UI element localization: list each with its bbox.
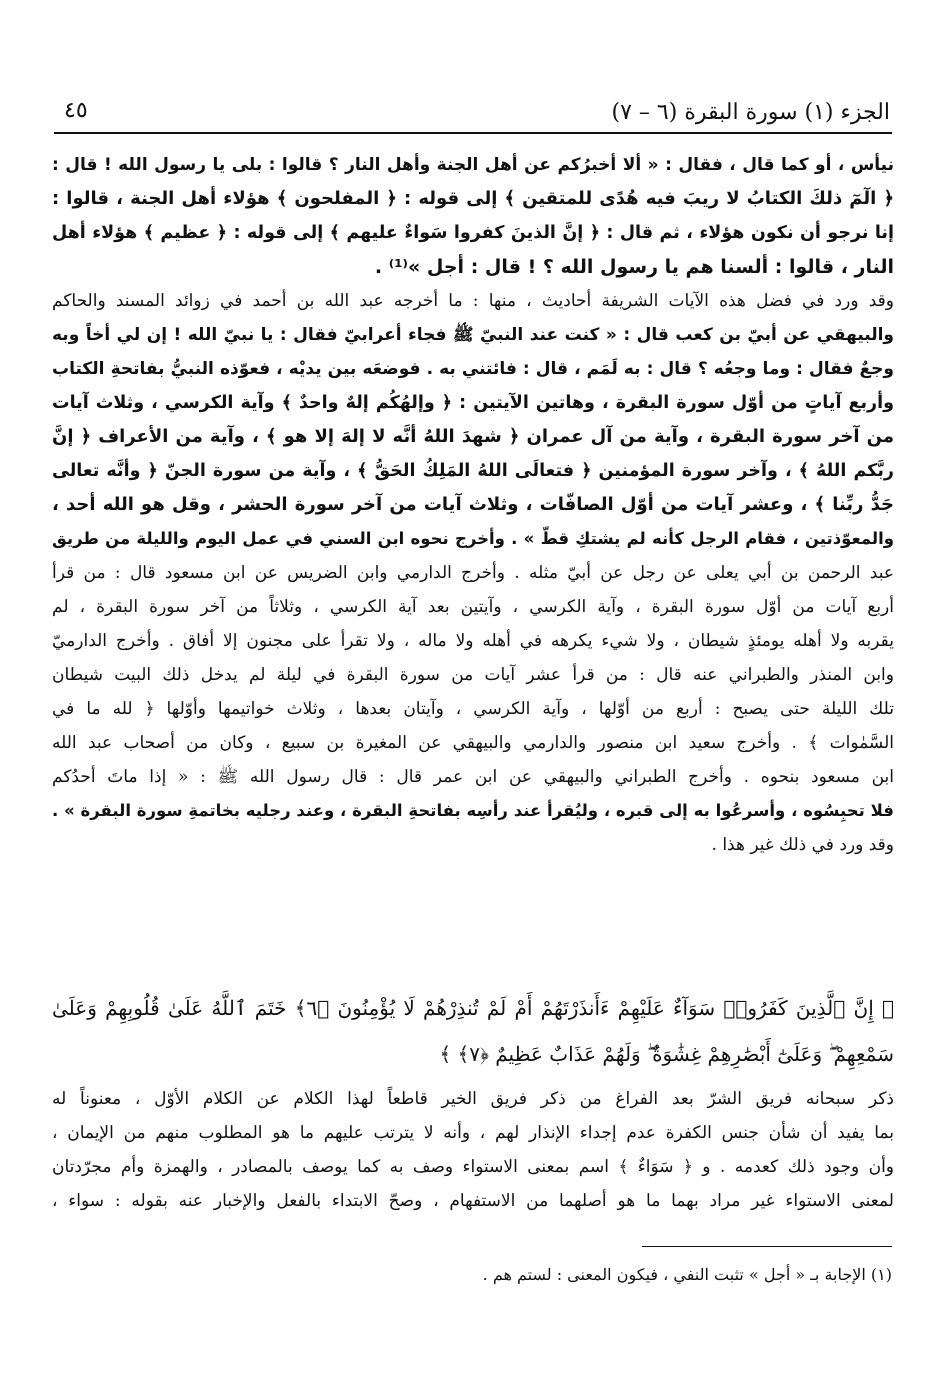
text-line: لمعنى الاستواء غير مراد بهما ما هو أصلهما من الاستفهام ، وصحّ الابتداء بالفعل والإخبار عنه بقوله : سواء ، xyxy=(52,1191,894,1211)
text-line: وجعٌ فقال : وما وجعُه ؟ قال : به لَمَم ، قال : فائتني به . فوضعَه بين يديْه ، فعوّذه النبيُّ بفاتحةِ الكتاب xyxy=(52,359,894,379)
text-line: والبيهقي عن أبيّ بن كعب قال : « كنت عند النبيّ ﷺ فجاء أعرابيّ فقال : يا نبيّ الله ! إن لي أخاً وبه xyxy=(52,325,894,345)
text-line: من آخر سورة البقرة ، وآية من آل عمران ﴿ شهدَ اللهُ أنَّه لا إلهَ إلا هو ﴾ ، وآية من الأعراف ﴿ إنَّ xyxy=(52,426,894,447)
header-divider xyxy=(54,132,892,134)
header-title: الجزء (١) سورة البقرة (٦ – ٧) xyxy=(611,100,890,125)
text-line: النار ، قالوا : ألسنا هم يا رسول الله ؟ ! قال : أجل »⁽¹⁾ . xyxy=(374,256,894,278)
text-line: والمعوّذتين ، فقام الرجل كأنه لم يشتكِ قطّ » . وأخرج نحوه ابن السني في عمل اليوم والليلة من طريق xyxy=(52,529,894,548)
text-line: ربَّكم اللهُ ﴾ ، وآخر سورة المؤمنين ﴿ فتعالَى اللهُ المَلِكُ الحَقُّ ﴾ ، وآية من سورة الجنّ ﴿ وأنَّه تعالى xyxy=(52,461,894,481)
text-line: ابن مسعود بنحوه . وأخرج الطبراني والبيهقي عن ابن عمر قال : قال رسول الله ﷺ : « إذا ماتَ أحدُكم xyxy=(52,767,894,787)
page-number: ٤٥ xyxy=(64,98,88,123)
text-line: بما يفيد أن شأن جنس الكفرة عدم إجداء الإنذار لهم ، وأنه لا يترتب عليهم ما هو المطلوب منهم من الإيمان ، xyxy=(52,1123,894,1143)
text-line: وقد ورد في فضل هذه الآيات الشريفة أحاديث ، منها : ما أخرجه عبد الله بن أحمد في زوائد المسند والحاكم xyxy=(52,291,894,311)
quran-verse-line: ﴿ إِنَّ ٱلَّذِينَ كَفَرُوا۟ سَوَآءٌ عَلَيْهِمْ ءَأَنذَرْتَهُمْ أَمْ لَمْ تُنذِرْهُمْ لَا يُؤْمِنُونَ ﴿٦﴾ خَتَمَ ٱللَّهُ عَلَىٰ قُلُوبِهِمْ وَعَلَىٰ xyxy=(52,996,894,1020)
quran-verse-line: سَمْعِهِمْ ۖ وَعَلَىٰٓ أَبْصَٰرِهِمْ غِشَٰوَةٌ ۖ وَلَهُمْ عَذَابٌ عَظِيمٌ ﴿٧﴾ ﴾ xyxy=(439,1042,894,1066)
text-line: عبد الرحمن بن أبي يعلى عن رجل عن أبيّ مثله . وأخرج الدارمي وابن الضريس عن ابن مسعود قال : من قرأ xyxy=(52,563,894,583)
text-line: وابن المنذر والطبراني عنه قال : من قرأ عشر آيات من سورة البقرة في ليلة لم يدخل ذلك البيت شيطان xyxy=(52,665,894,685)
commentary-text xyxy=(52,1082,894,1218)
text-line: فلا تحبِسُوه ، وأسرعُوا به إلى قبره ، وليُقرأ عند رأسِه بفاتحةِ البقرة ، وعند رجليه بخاتمةِ سورة البقرة » . xyxy=(52,801,894,820)
text-line: ﴿ الٓمٓ ذلكَ الكتابُ لا ريبَ فيه هُدًى للمتقين ﴾ إلى قوله : ﴿ المفلحون ﴾ هؤلاء أهل الجنة ، قالوا : xyxy=(52,188,894,209)
footnote-divider xyxy=(642,1246,892,1247)
text-line: السَّمٰوات ﴾ . وأخرج سعيد ابن منصور والدارمي والبيهقي عن المغيرة بن سبيع ، وكان من أصحاب عبد الله xyxy=(52,733,894,753)
text-line: تلك الليلة حتى يصبح : أربع من أوّلها ، وآية الكرسي ، وآيتان بعدها ، وثلاث خواتيمها وأوّلها ﴿ لله ما في xyxy=(52,699,894,719)
text-line: وأربع آياتٍ من أوّل سورة البقرة ، وهاتين الآيتين : ﴿ وإلهُكُم إلهٌ واحدٌ ﴾ وآية الكرسي ، وثلاث آيات xyxy=(52,393,894,413)
footnote: (١) الإجابة بـ « أجل » تثبت النفي ، فيكون المعنى : لستم هم . xyxy=(482,1265,892,1284)
text-line: وقد ورد في ذلك غير هذا . xyxy=(711,835,894,855)
main-text xyxy=(52,148,894,862)
text-line: جَدُّ ربِّنا ﴾ ، وعشر آيات من أوّل الصافّات ، وثلاث آيات من آخر سورة الحشر ، وقل هو الله أحد ، xyxy=(52,494,894,515)
quran-verses xyxy=(52,985,894,1077)
running-header xyxy=(58,96,890,130)
text-line: إنا نرجو أن نكون هؤلاء ، ثم قال : ﴿ إنَّ الذينَ كفروا سَواءٌ عليهم ﴾ إلى قوله : ﴿ عظيم ﴾ هؤلاء أهل xyxy=(52,223,894,243)
text-line: يقربه ولا أهله يومئذٍ شيطان ، ولا شيء يكرهه في أهله ولا ماله ، ولا تقرأ على مجنون إلا أفاق . وأخرج الدارميّ xyxy=(52,631,894,651)
text-line: نيأس ، أو كما قال ، فقال : « ألا أخبرُكم عن أهل الجنة وأهل النار ؟ قالوا : بلى يا رسول الله ! قال : xyxy=(52,155,894,175)
text-line: وأن وجود ذلك كعدمه . و ﴿ سَوَاءٌ ﴾ اسم بمعنى الاستواء وصف به كما يوصف بالمصادر ، والهمزة وأم مجرّدتان xyxy=(52,1157,894,1177)
text-line: أربع آيات من أوّل سورة البقرة ، وآية الكرسي ، وآيتين بعد آية الكرسي ، وثلاثاً من آخر سورة البقرة ، لم xyxy=(52,597,894,617)
text-line: ذكر سبحانه فريق الشرّ بعد الفراغ من ذكر فريق الخير قاطعاً لهذا الكلام عن الكلام الأوّل ، معنوناً له xyxy=(52,1089,894,1109)
